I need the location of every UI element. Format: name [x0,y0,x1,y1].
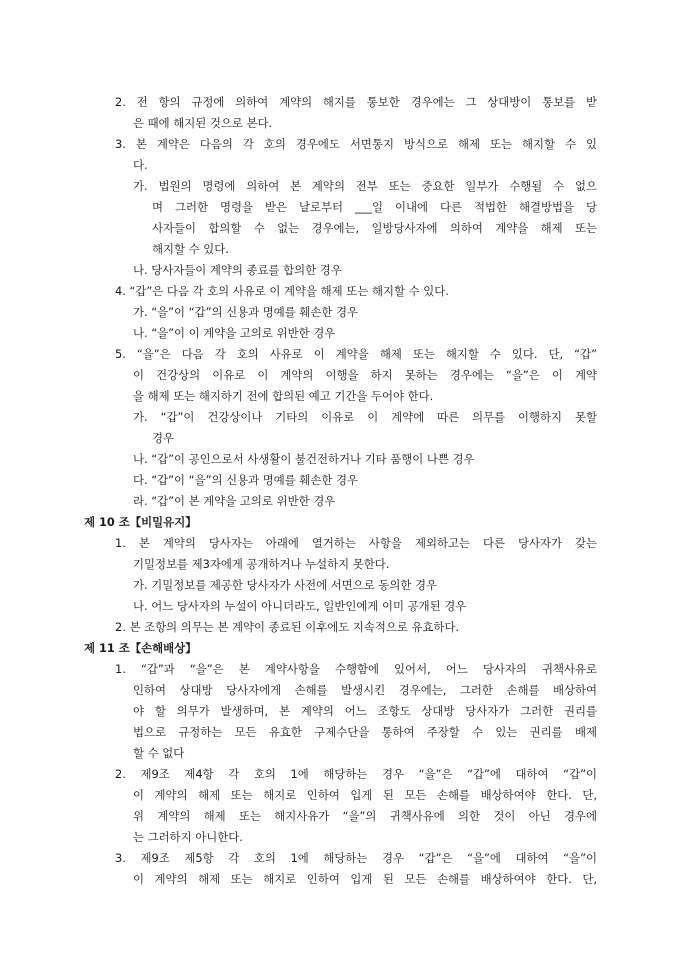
art9-item5-line1: 5. “을”은 다음 각 호의 사유로 이 계약을 해제 또는 해지할 수 있다. 단, “갑” [115,347,597,361]
art11-item3-line1: 3. 제9조 제5항 각 호의 1에 해당하는 경우 “갑”은 “을”에 대하여 “을”이 [115,851,597,865]
art9-item5-ga-line1: 가. “갑”이 건강상이나 기타의 이유로 이 계약에 따른 의무를 이행하지 못할 [133,410,597,424]
art9-item3-ga-line4: 해지할 수 있다. [152,242,229,256]
art9-item2-line2: 은 때에 해지된 것으로 본다. [133,116,273,130]
art9-item3-line2: 다. [133,158,148,172]
art11-item1-line2: 인하여 상대방 당사자에게 손해를 발생시킨 경우에는, 그러한 손해를 배상하여 [133,683,597,697]
art9-item2-line1: 2. 전 항의 규정에 의하여 계약의 해지를 통보한 경우에는 그 상대방이 통보를 받 [115,95,597,109]
art10-item2: 2. 본 조항의 의무는 본 계약이 종료된 이후에도 지속적으로 유효하다. [115,620,460,634]
art11-item2-line1: 2. 제9조 제4항 각 호의 1에 해당하는 경우 “을”은 “갑”에 대하여 “갑”이 [115,767,597,781]
art9-item3-ga-line2: 며 그러한 명령을 받은 날로부터 ___일 이내에 다른 적법한 해결방법을 당 [152,200,597,214]
art9-item3-ga-line3: 사자들이 합의할 수 없는 경우에는, 일방당사자에 의하여 계약을 해제 또는 [152,221,597,235]
art9-item3-na: 나. 당사자들이 계약의 종료를 합의한 경우 [133,263,342,277]
art10-item1-line1: 1. 본 계약의 당사자는 아래에 열거하는 사항을 제외하고는 다른 당사자가 갖는 [115,536,597,550]
art10-item1-line2: 기밀정보를 제3자에게 공개하거나 누설하지 못한다. [133,557,390,571]
art11-item1-line1: 1. “갑”과 “을”은 본 계약사항을 수행함에 있어서, 어느 당사자의 귀책사유로 [115,662,597,676]
art11-item1-line5: 할 수 없다 [133,746,185,760]
art11-item2-line2: 이 계약의 해제 또는 해지로 인하여 입게 된 모든 손해를 배상하여야 한다. 단, [133,788,597,802]
art9-item5-line2: 이 건강상의 이유로 이 계약의 이행을 하지 못하는 경우에는 “을”은 이 계약 [133,368,597,382]
art9-item4-line1: 4. “갑”은 다음 각 호의 사유로 이 계약을 해제 또는 해지할 수 있다. [115,284,449,298]
art9-item5-line3: 을 해제 또는 해지하기 전에 합의된 예고 기간을 두어야 한다. [133,389,434,403]
art9-item5-ga-line2: 경우 [152,431,175,445]
art9-item5-ra: 라. “갑”이 본 계약을 고의로 위반한 경우 [133,494,336,508]
art9-item3-line1: 3. 본 계약은 다음의 각 호의 경우에도 서면통지 방식으로 해제 또는 해지할 수 있 [115,137,597,151]
art9-item3-ga-line1: 가. 법원의 명령에 의하여 본 계약의 전부 또는 중요한 일부가 수행될 수 없으 [133,179,597,193]
art10-item1-na: 나. 어느 당사자의 누설이 아니더라도, 일반인에게 이미 공개된 경우 [133,599,467,613]
article-11-heading: 제 11 조【손해배상】 [84,641,197,655]
art9-item5-na: 나. “갑”이 공인으로서 사생활이 불건전하거나 기타 품행이 나쁜 경우 [133,452,475,466]
art9-item5-da: 다. “갑”이 “을”의 신용과 명예를 훼손한 경우 [133,473,359,487]
art11-item2-line4: 는 그러하지 아니한다. [133,830,243,844]
art11-item3-line2: 이 계약의 해제 또는 해지로 인하여 입게 된 모든 손해를 배상하여야 한다. 단, [133,872,597,886]
art11-item1-line4: 법으로 규정하는 모든 유효한 구제수단을 통하여 주장할 수 있는 권리를 배제 [133,725,597,739]
art10-item1-ga: 가. 기밀정보를 제공한 당사자가 사전에 서면으로 동의한 경우 [133,578,438,592]
art9-item4-ga: 가. “을”이 “갑”의 신용과 명예를 훼손한 경우 [133,305,359,319]
art9-item4-na: 나. “을”이 이 계약을 고의로 위반한 경우 [133,326,336,340]
art11-item1-line3: 야 할 의무가 발생하며, 본 계약의 어느 조항도 상대방 당사자가 그러한 권리를 [133,704,597,718]
art11-item2-line3: 위 계약의 해제 또는 해지사유가 “을”의 귀책사유에 의한 것이 아닌 경우에 [133,809,597,823]
article-10-heading: 제 10 조【비밀유지】 [84,515,197,529]
